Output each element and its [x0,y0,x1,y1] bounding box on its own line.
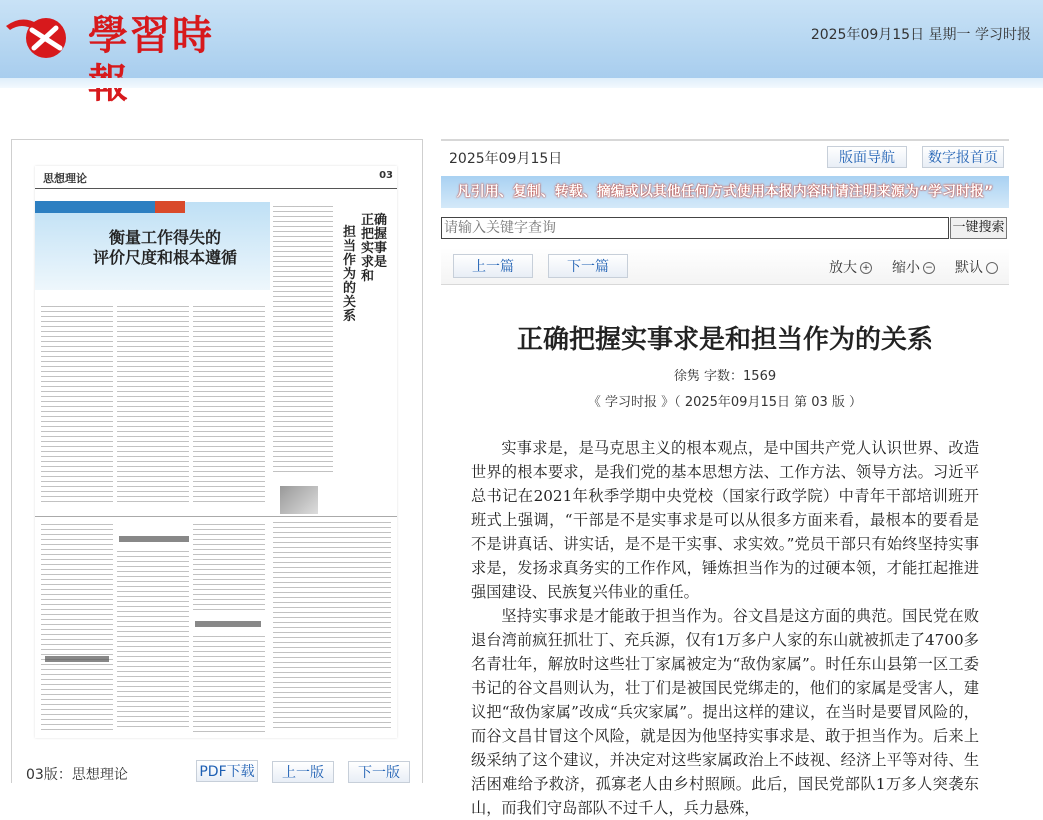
header-date: 2025年09月15日 星期一 学习时报 [810,27,1031,43]
site-logo[interactable] [4,8,234,64]
thumb-text-column [117,551,189,731]
copyright-notice-banner: 凡引用、复制、转载、摘编或以其他任何方式使用本报内容时请注明来源为“学习时报” [441,176,1009,208]
article-title: 正确把握实事求是和担当作为的关系 [516,325,933,355]
article-source-line: 《 学习时报 》（ 2025年09月15日 第 03 版 ） [587,395,863,410]
thumb-divider [35,516,397,517]
minus-circle-icon: − [923,262,935,274]
thumb-headline-line2: 评价尺度和根本遵循 [92,248,237,267]
zoom-in-label: 放大 [829,260,857,276]
thumb-text-column [273,522,391,732]
zoom-out-control[interactable] [892,257,935,277]
thumb-page-number: 03 [379,170,393,181]
article-author-wordcount: 徐隽 字数：1569 [673,369,777,384]
reset-zoom-control[interactable] [955,257,998,277]
thumb-tag-blue [35,201,155,213]
thumb-headline-line1: 衡量工作得失的 [108,228,221,247]
prev-article-button[interactable]: 上一篇 [453,254,533,278]
thumb-text-column [193,636,265,732]
thumb-column-logo [280,486,318,514]
current-page-label: 03版：思想理论 [26,767,128,783]
thumb-vertical-title-2: 担当作为的关系 [343,225,357,324]
article-nav-row [441,142,1009,176]
next-page-button[interactable]: 下一版 [348,761,410,783]
article-paragraph: 坚持实事求是才能敢于担当作为。谷文昌是这方面的典范。国民党在败退台湾前疯狂抓壮丁、充兵源，仅有1万多户人家的东山就被抓走了4700多名青壮年，解放时这些壮丁家属被定为“敌伪家属”。时任东山县第一区工委书记的谷文昌则认为，壮丁们是被国民党绑走的，他们的家属是受害人，建议把“敌伪家属”改成“兵灾家属”。提出这样的建议，在当时是要冒风险的，而谷文昌甘冒这个风险，就是因为他坚持实事求是、敢于担当作为。后来上级采纳了这个建议，并决定对这些家属政治上不歧视、经济上平等对待、生活困难给予救济，孤寡老人由乡村照顾。此后，国民党部队1万多人突袭东山，而我们守岛部队不过千人，兵力悬殊， [471,607,979,817]
thumb-text-column [193,306,265,506]
plus-circle-icon: + [860,262,872,274]
thumb-text-column [117,306,189,506]
thumb-headline [75,228,255,268]
logo-emblem-icon [4,8,84,64]
panel-top-rule [441,139,1009,141]
prev-page-button[interactable]: 上一版 [272,761,334,783]
thumb-subheading [195,621,261,627]
thumb-vertical-title: 正确把握实事求是和 [361,213,388,284]
zoom-out-label: 缩小 [892,260,920,276]
article-pager-row [441,248,1009,285]
article-panel-date: 2025年09月15日 [449,151,563,167]
page-preview-panel [11,139,423,783]
brand-name: 學習時 [88,12,214,59]
thumb-text-column [193,524,265,614]
next-article-button[interactable]: 下一篇 [548,254,628,278]
thumb-subheading [45,656,109,662]
page-navigation-button[interactable]: 版面导航 [827,146,907,168]
thumb-text-column [273,206,333,476]
thumb-masthead [35,166,397,189]
thumb-section-name: 思想理论 [43,172,87,185]
thumb-subheading [119,536,189,542]
site-header [0,0,1043,78]
header-stripe [0,78,1043,88]
circle-icon [986,262,998,274]
thumb-text-column [41,306,113,506]
page-preview-footer [12,758,422,784]
article-panel [441,139,1009,817]
thumb-text-column [41,524,113,734]
pdf-download-button[interactable]: PDF下载 [196,760,258,782]
article-paragraph: 实事求是，是马克思主义的根本观点，是中国共产党人认识世界、改造世界的根本要求，是我们党的基本思想方法、工作方法、领导方法。习近平总书记在2021年秋季学期中央党校（国家行政学院）中青年干部培训班开班式上强调，“干部是不是实事求是可以从很多方面来看，最根本的要看是不是讲真话、讲实话，是不是干实事、求实效。”党员干部只有始终坚持实事求是，发扬求真务实的工作作风，锤炼担当作为的过硬本领，才能扛起推进强国建设、民族复兴伟业的重任。 [471,439,979,601]
digital-paper-home-button[interactable]: 数字报首页 [922,146,1004,168]
newspaper-page-thumbnail[interactable] [35,166,397,738]
article-body [471,436,979,820]
thumb-tag-red [155,201,185,213]
search-input[interactable] [441,217,949,239]
zoom-in-control[interactable] [829,257,872,277]
reset-zoom-label: 默认 [955,260,983,276]
search-button[interactable]: 一键搜索 [950,217,1007,239]
